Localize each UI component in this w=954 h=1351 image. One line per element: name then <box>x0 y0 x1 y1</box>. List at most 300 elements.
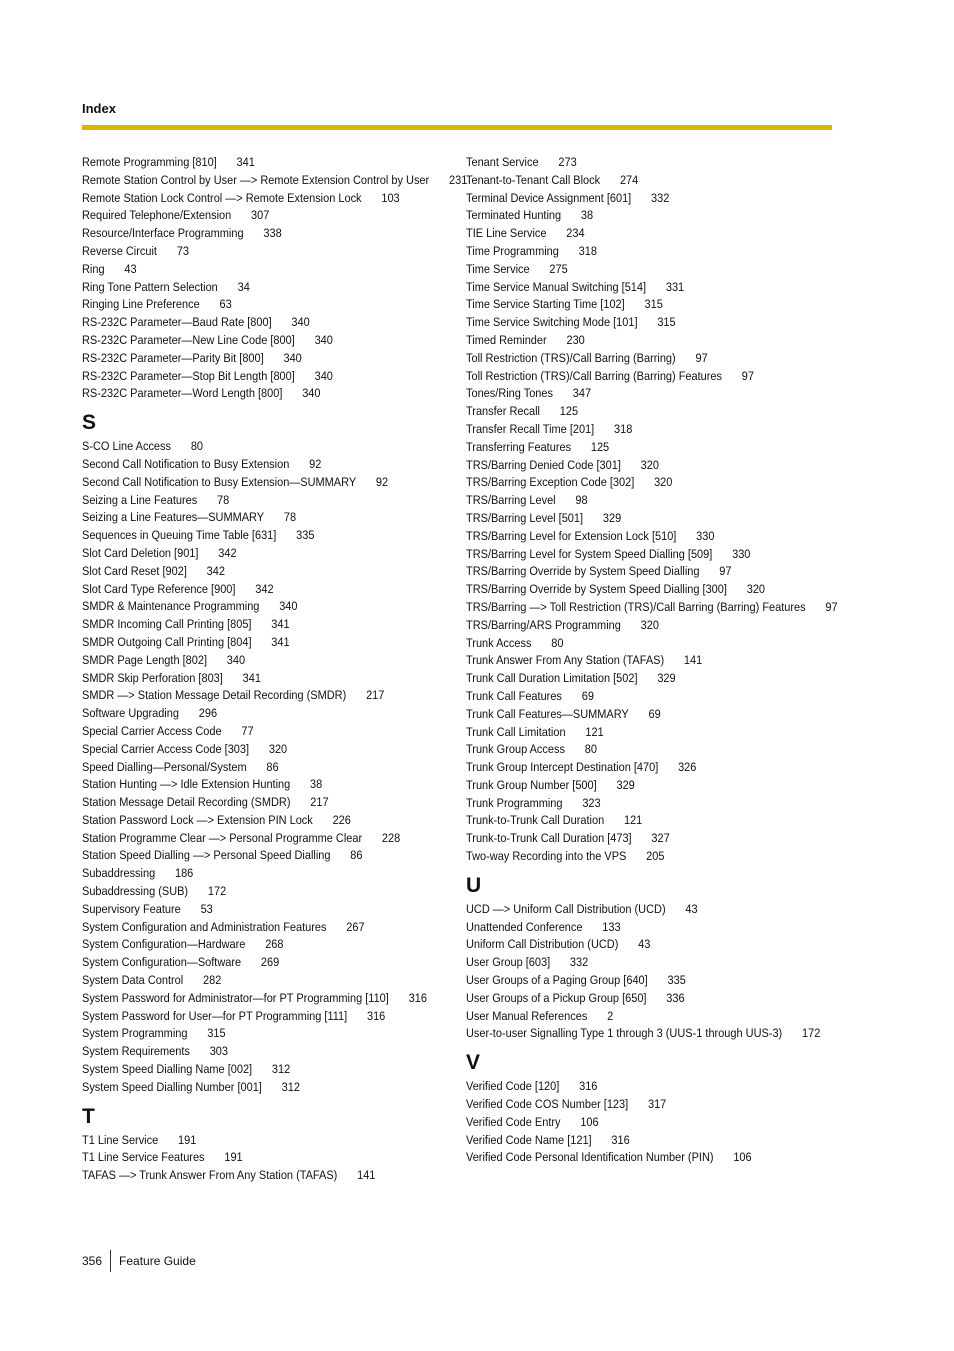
index-term: SMDR Page Length [802] <box>82 652 208 667</box>
index-entry <box>466 599 845 617</box>
index-page-ref: 312 <box>281 1079 300 1094</box>
index-entry <box>466 296 845 314</box>
index-page-ref: 97 <box>719 564 732 579</box>
index-term: TAFAS —> Trunk Answer From Any Station (TAFAS) <box>82 1168 338 1183</box>
index-term: TRS/Barring Level for Extension Lock [510] <box>466 528 677 543</box>
index-page-ref: 296 <box>198 706 218 721</box>
index-entry <box>466 350 845 368</box>
index-entry <box>82 670 469 688</box>
index-term: Seizing a Line Features—SUMMARY <box>82 510 265 525</box>
index-entry <box>466 225 845 243</box>
index-page-ref: 205 <box>646 849 665 864</box>
index-page-ref: 141 <box>683 653 703 668</box>
index-term: Second Call Notification to Busy Extension <box>82 456 290 471</box>
index-term: Trunk Call Limitation <box>466 724 566 739</box>
index-page-ref: 267 <box>346 919 365 934</box>
index-page-ref: 315 <box>207 1026 226 1041</box>
index-page-ref: 332 <box>569 955 589 970</box>
index-entry <box>82 1132 469 1150</box>
index-page-ref: 340 <box>283 350 302 365</box>
index-term: Time Service Starting Time [102] <box>466 297 625 312</box>
index-term: Ring <box>82 261 105 276</box>
index-term: Terminated Hunting <box>466 208 562 223</box>
index-entry <box>466 243 845 261</box>
index-entry <box>82 581 469 599</box>
index-term: Second Call Notification to Busy Extension—SUMMARY <box>82 474 357 489</box>
index-entry <box>82 972 469 990</box>
index-page-ref: 282 <box>202 973 222 988</box>
index-entry <box>466 314 845 332</box>
index-entry <box>466 919 845 937</box>
index-entry <box>82 474 469 492</box>
index-page-ref: 340 <box>314 332 333 347</box>
index-term: Special Carrier Access Code [303] <box>82 741 250 756</box>
index-entry <box>82 385 469 403</box>
index-entry <box>466 759 845 777</box>
section-letter: T <box>82 1104 95 1128</box>
index-entry <box>82 652 469 670</box>
page-header-title: Index <box>82 101 116 116</box>
index-page-ref: 97 <box>695 350 708 365</box>
index-page-ref: 78 <box>217 492 230 507</box>
index-entry <box>466 724 845 742</box>
index-term: Station Message Detail Recording (SMDR) <box>82 795 291 810</box>
index-term: User Manual References <box>466 1008 588 1023</box>
index-entry <box>82 545 469 563</box>
index-term: System Requirements <box>82 1044 190 1059</box>
index-term: Transferring Features <box>466 439 572 454</box>
index-entry <box>466 261 845 279</box>
index-page-ref: 329 <box>602 510 622 525</box>
index-page-ref: 307 <box>251 208 270 223</box>
index-term: Ring Tone Pattern Selection <box>82 279 218 294</box>
index-entry <box>466 777 845 795</box>
index-term: Verified Code [120] <box>466 1079 560 1094</box>
index-page-ref: 317 <box>647 1097 667 1112</box>
index-page-ref: 329 <box>657 671 676 686</box>
index-term: TRS/Barring/ARS Programming <box>466 617 621 632</box>
index-entry <box>466 617 845 635</box>
index-entry <box>82 954 469 972</box>
index-entry <box>466 563 845 581</box>
index-entry <box>466 670 845 688</box>
index-entry <box>466 954 845 972</box>
index-entry <box>82 794 469 812</box>
index-entry <box>82 901 469 919</box>
footer-title: Feature Guide <box>119 1254 196 1268</box>
index-entry <box>82 492 469 510</box>
index-term: System Configuration and Administration Features <box>82 919 327 934</box>
index-entry <box>82 687 469 705</box>
index-entry <box>82 865 469 883</box>
index-term: Remote Station Lock Control —> Remote Extension Lock <box>82 190 362 205</box>
index-term: Verified Code COS Number [123] <box>466 1097 629 1112</box>
index-entry <box>466 368 845 386</box>
index-term: TRS/Barring Level <box>466 493 556 508</box>
index-page-ref: 335 <box>296 528 315 543</box>
index-page-ref: 228 <box>381 830 401 845</box>
index-term: Verified Code Personal Identification Number (PIN) <box>466 1150 714 1165</box>
index-entry <box>466 706 845 724</box>
index-entry <box>82 279 469 297</box>
index-term: System Programming <box>82 1026 188 1041</box>
index-term: S-CO Line Access <box>82 439 172 454</box>
index-page-ref: 103 <box>381 190 400 205</box>
index-page-ref: 331 <box>665 279 685 294</box>
index-term: Slot Card Reset [902] <box>82 563 187 578</box>
index-page-ref: 80 <box>584 742 597 757</box>
header-divider <box>82 125 832 130</box>
index-entry <box>82 225 469 243</box>
index-page-ref: 98 <box>575 493 588 508</box>
index-page-ref: 34 <box>237 279 250 294</box>
index-entry <box>82 207 469 225</box>
index-page-ref: 275 <box>549 261 568 276</box>
index-entry <box>466 332 845 350</box>
index-page-ref: 125 <box>590 439 610 454</box>
index-page-ref: 342 <box>218 545 237 560</box>
index-term: Remote Station Control by User —> Remote Extension Control by User <box>82 172 430 187</box>
index-term: System Configuration—Hardware <box>82 937 246 952</box>
index-term: RS-232C Parameter—Parity Bit [800] <box>82 350 264 365</box>
index-term: TIE Line Service <box>466 226 547 241</box>
index-page-ref: 92 <box>309 456 322 471</box>
index-term: Terminal Device Assignment [601] <box>466 190 632 205</box>
index-entry <box>466 403 845 421</box>
index-page-ref: 320 <box>268 741 288 756</box>
index-page-ref: 327 <box>651 831 670 846</box>
index-page-ref: 316 <box>408 990 427 1005</box>
index-term: System Password for Administrator—for PT Programming [110] <box>82 990 389 1005</box>
index-entry <box>466 936 845 954</box>
index-entry <box>82 1043 469 1061</box>
index-entry <box>466 421 845 439</box>
index-entry <box>466 972 845 990</box>
index-page-ref: 97 <box>825 599 838 614</box>
index-page-ref: 226 <box>332 812 351 827</box>
index-entry <box>82 883 469 901</box>
index-term: Tenant-to-Tenant Call Block <box>466 172 601 187</box>
index-term: Reverse Circuit <box>82 243 157 258</box>
index-page-ref: 217 <box>366 688 385 703</box>
index-entry <box>466 279 845 297</box>
index-term: Uniform Call Distribution (UCD) <box>466 937 619 952</box>
index-term: Station Speed Dialling —> Personal Speed Dialling <box>82 848 331 863</box>
index-term: Subaddressing <box>82 866 156 881</box>
index-term: Seizing a Line Features <box>82 492 198 507</box>
index-entry <box>466 1132 845 1150</box>
index-page-ref: 69 <box>648 706 661 721</box>
index-term: T1 Line Service Features <box>82 1150 205 1165</box>
index-entry <box>466 528 845 546</box>
index-term: Trunk Call Features <box>466 688 562 703</box>
index-page-ref: 97 <box>741 368 755 383</box>
index-page-ref: 320 <box>640 617 659 632</box>
index-page-ref: 141 <box>357 1168 376 1183</box>
index-term: Trunk Call Duration Limitation [502] <box>466 671 638 686</box>
index-page-ref: 231 <box>448 172 468 187</box>
index-term: Trunk-to-Trunk Call Duration <box>466 813 605 828</box>
section-letter: S <box>82 411 97 435</box>
index-page-ref: 121 <box>623 813 643 828</box>
index-term: Sequences in Queuing Time Table [631] <box>82 528 277 543</box>
index-entry <box>466 190 845 208</box>
index-page-ref: 341 <box>242 670 261 685</box>
index-entry <box>82 1149 469 1167</box>
index-entry <box>82 527 469 545</box>
index-term: RS-232C Parameter—Baud Rate [800] <box>82 315 272 330</box>
index-page-ref: 268 <box>265 937 284 952</box>
index-term: Time Service Switching Mode [101] <box>466 315 638 330</box>
index-term: Time Programming <box>466 243 559 258</box>
index-page-ref: 338 <box>263 226 282 241</box>
index-term: T1 Line Service <box>82 1132 159 1147</box>
index-entry <box>82 705 469 723</box>
index-entry <box>466 1149 845 1167</box>
index-page-ref: 326 <box>678 760 697 775</box>
index-page-ref: 330 <box>732 546 751 561</box>
index-entry <box>82 990 469 1008</box>
index-term: User-to-user Signalling Type 1 through 3 (UUS-1 through UUS-3) <box>466 1026 783 1041</box>
index-entry <box>82 759 469 777</box>
index-page-ref: 273 <box>558 155 577 169</box>
index-page-ref: 323 <box>582 795 601 810</box>
index-term: RS-232C Parameter—Word Length [800] <box>82 386 283 401</box>
index-term: Timed Reminder <box>466 332 547 347</box>
index-page-ref: 63 <box>219 297 232 312</box>
index-entry <box>82 634 469 652</box>
index-term: SMDR —> Station Message Detail Recording (SMDR) <box>82 688 347 703</box>
index-term: SMDR Incoming Call Printing [805] <box>82 617 252 632</box>
index-term: Software Upgrading <box>82 706 179 721</box>
index-page-ref: 332 <box>651 190 670 205</box>
index-entry <box>466 812 845 830</box>
index-page-ref: 312 <box>271 1062 291 1077</box>
index-term: Trunk Group Number [500] <box>466 777 597 792</box>
index-page-ref: 106 <box>733 1150 752 1165</box>
index-entry <box>466 1025 845 1043</box>
index-entry <box>82 1008 469 1026</box>
index-page-ref: 2 <box>607 1008 614 1023</box>
index-page-ref: 320 <box>640 457 659 472</box>
section-letter: V <box>466 1051 481 1075</box>
index-entry <box>82 1079 469 1097</box>
index-entry <box>466 635 845 653</box>
index-entry <box>466 1008 845 1026</box>
index-page-ref: 316 <box>611 1132 630 1147</box>
index-term: System Data Control <box>82 973 184 988</box>
index-term: Two-way Recording into the VPS <box>466 849 627 864</box>
index-page-ref: 341 <box>271 617 290 632</box>
index-term: SMDR Outgoing Call Printing [804] <box>82 634 252 649</box>
index-page-ref: 78 <box>283 510 297 525</box>
index-entry <box>82 190 469 208</box>
index-term: TRS/Barring Override by System Speed Dialling <box>466 564 700 579</box>
index-page-ref: 347 <box>572 386 592 401</box>
index-term: Speed Dialling—Personal/System <box>82 759 247 774</box>
section-letter: U <box>466 873 482 897</box>
index-entry <box>82 332 469 350</box>
index-entry <box>82 350 469 368</box>
index-entry <box>466 990 845 1008</box>
index-term: Tones/Ring Tones <box>466 386 554 401</box>
index-page-ref: 234 <box>566 226 585 241</box>
index-page-ref: 341 <box>271 634 290 649</box>
index-term: Transfer Recall <box>466 404 540 419</box>
index-term: RS-232C Parameter—Stop Bit Length [800] <box>82 368 295 383</box>
index-entry <box>466 688 845 706</box>
index-page-ref: 86 <box>266 759 279 774</box>
index-term: Tenant Service <box>466 155 539 169</box>
index-entry <box>466 207 845 225</box>
index-entry <box>466 385 845 403</box>
index-entry <box>82 1061 469 1079</box>
index-term: System Configuration—Software <box>82 955 242 970</box>
index-page-ref: 335 <box>667 973 686 988</box>
index-page-ref: 342 <box>206 563 225 578</box>
index-term: Trunk Group Intercept Destination [470] <box>466 760 659 775</box>
index-column-left <box>82 154 468 1185</box>
index-term: Subaddressing (SUB) <box>82 884 189 899</box>
index-page-ref: 318 <box>578 243 597 258</box>
index-entry <box>466 474 845 492</box>
index-page-ref: 342 <box>255 581 274 596</box>
index-term: Slot Card Type Reference [900] <box>82 581 236 596</box>
index-term: Unattended Conference <box>466 919 583 934</box>
index-entry <box>466 546 845 564</box>
index-term: TRS/Barring Override by System Speed Dialling [300] <box>466 582 727 597</box>
index-entry <box>466 457 845 475</box>
index-page-ref: 320 <box>654 475 673 490</box>
index-term: TRS/Barring Level for System Speed Dialling [509] <box>466 546 713 561</box>
index-entry <box>466 901 845 919</box>
index-term: Time Service <box>466 261 530 276</box>
index-entry <box>82 616 469 634</box>
index-term: Ringing Line Preference <box>82 297 200 312</box>
index-term: Remote Programming [810] <box>82 155 217 169</box>
index-term: SMDR Skip Perforation [803] <box>82 670 223 685</box>
index-entry <box>82 723 469 741</box>
index-page-ref: 73 <box>176 243 189 258</box>
index-term: Station Hunting —> Idle Extension Hunting <box>82 777 291 792</box>
index-page-ref: 80 <box>190 439 204 454</box>
index-page-ref: 341 <box>236 155 255 169</box>
index-term: Required Telephone/Extension <box>82 208 232 223</box>
index-page-ref: 315 <box>657 315 676 330</box>
index-entry <box>466 172 845 190</box>
index-entry <box>82 741 469 759</box>
index-term: TRS/Barring Exception Code [302] <box>466 475 635 490</box>
index-page-ref: 316 <box>366 1008 386 1023</box>
index-term: SMDR & Maintenance Programming <box>82 599 260 614</box>
index-entry <box>82 776 469 794</box>
index-page-ref: 86 <box>350 848 363 863</box>
index-page-ref: 340 <box>314 368 333 383</box>
index-page-ref: 43 <box>638 937 651 952</box>
index-term: User Groups of a Paging Group [640] <box>466 973 648 988</box>
index-page-ref: 329 <box>616 777 635 792</box>
index-entry <box>82 830 469 848</box>
index-page-ref: 106 <box>580 1114 599 1129</box>
index-term: Trunk Call Features—SUMMARY <box>466 706 629 721</box>
index-page-ref: 274 <box>619 172 639 187</box>
index-entry <box>82 1025 469 1043</box>
index-page-ref: 133 <box>602 919 621 934</box>
index-page-ref: 320 <box>746 582 766 597</box>
index-page-ref: 303 <box>209 1044 229 1059</box>
index-term: User Groups of a Pickup Group [650] <box>466 990 647 1005</box>
index-page-ref: 43 <box>124 261 137 276</box>
index-page-ref: 316 <box>579 1079 598 1094</box>
index-entry <box>82 154 469 172</box>
index-page-ref: 340 <box>302 386 321 401</box>
index-term: Station Programme Clear —> Personal Programme Clear <box>82 830 363 845</box>
index-page-ref: 69 <box>581 688 594 703</box>
index-term: Slot Card Deletion [901] <box>82 545 199 560</box>
index-entry <box>82 563 469 581</box>
index-page-ref: 191 <box>224 1150 243 1165</box>
index-entry <box>466 652 845 670</box>
index-term: Trunk Answer From Any Station (TAFAS) <box>466 653 665 668</box>
index-entry <box>466 439 845 457</box>
index-page-ref: 92 <box>375 474 389 489</box>
index-entry <box>466 492 845 510</box>
index-column-right <box>466 154 838 1167</box>
index-entry <box>466 741 845 759</box>
index-entry <box>82 598 469 616</box>
footer-divider <box>110 1250 111 1272</box>
index-page-ref: 315 <box>644 297 663 312</box>
footer-page-number: 356 <box>82 1254 103 1268</box>
index-term: System Speed Dialling Number [001] <box>82 1079 262 1094</box>
index-term: Resource/Interface Programming <box>82 226 244 241</box>
index-page-ref: 172 <box>802 1026 821 1041</box>
index-entry <box>466 581 845 599</box>
index-term: RS-232C Parameter—New Line Code [800] <box>82 332 295 347</box>
page-footer <box>82 1250 196 1272</box>
index-entry <box>82 261 469 279</box>
index-term: Time Service Manual Switching [514] <box>466 279 647 294</box>
index-entry <box>466 848 845 866</box>
index-page-ref: 318 <box>614 421 633 436</box>
index-entry <box>82 368 469 386</box>
index-page-ref: 186 <box>174 866 194 881</box>
index-entry <box>466 510 845 528</box>
index-page-ref: 38 <box>310 777 323 792</box>
index-term: Trunk Access <box>466 635 532 650</box>
index-entry <box>466 1078 845 1096</box>
index-entry <box>82 456 469 474</box>
index-term: Special Carrier Access Code <box>82 723 222 738</box>
index-entry <box>82 243 469 261</box>
index-entry <box>82 919 469 937</box>
index-entry <box>82 509 469 527</box>
index-term: Transfer Recall Time [201] <box>466 421 595 436</box>
index-entry <box>82 936 469 954</box>
index-entry <box>82 1167 469 1185</box>
index-entry <box>466 795 845 813</box>
index-entry <box>466 1114 845 1132</box>
index-page-ref: 340 <box>291 315 310 330</box>
index-term: TRS/Barring —> Toll Restriction (TRS)/Call Barring (Barring) Features <box>466 599 806 614</box>
index-page-ref: 172 <box>207 884 227 899</box>
index-term: System Password for User—for PT Programming [111] <box>82 1008 348 1023</box>
index-page-ref: 230 <box>566 332 585 347</box>
index-page-ref: 340 <box>279 599 298 614</box>
index-page-ref: 269 <box>260 955 280 970</box>
index-page-ref: 217 <box>310 795 329 810</box>
index-entry <box>82 847 469 865</box>
